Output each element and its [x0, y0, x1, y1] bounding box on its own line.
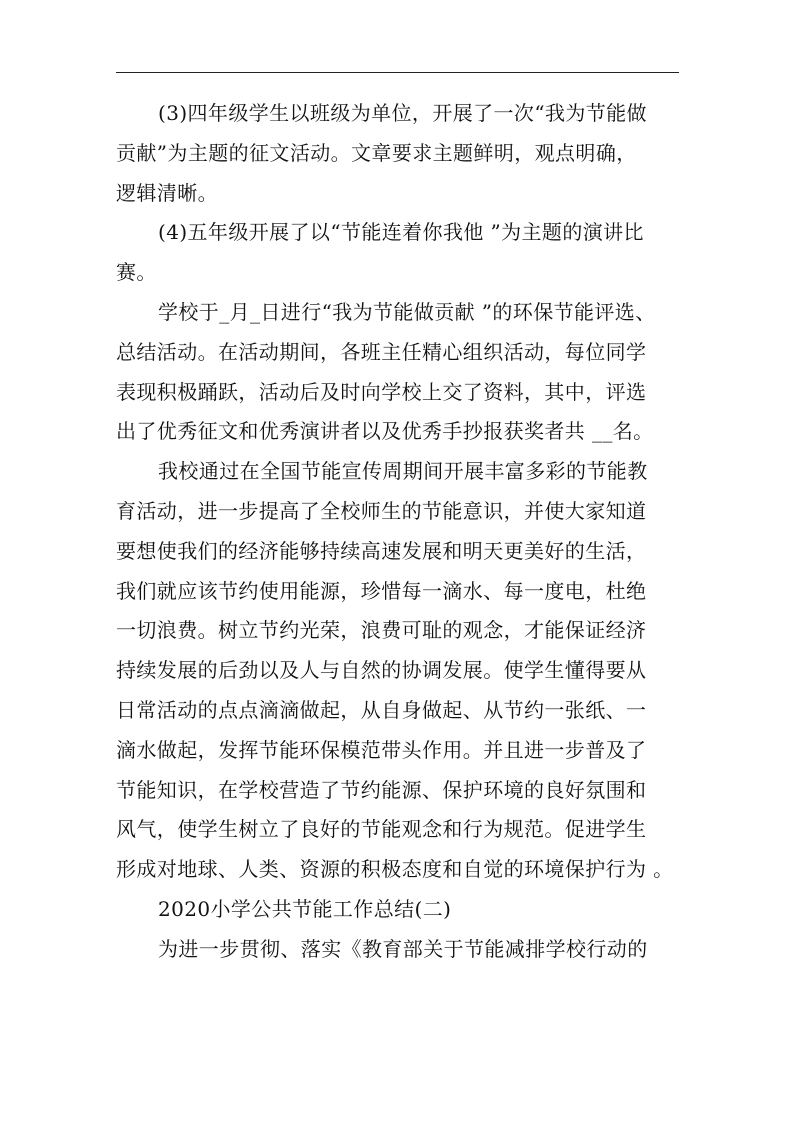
paragraph-line: 我们就应该节约使用能源，珍惜每一滴水、每一度电，杜绝 [116, 578, 647, 603]
paragraph-line: (4)五年级开展了以“节能连着你我他 ”为主题的演讲比 [158, 220, 644, 245]
paragraph-line: (3)四年级学生以班级为单位，开展了一次“我为节能做 [158, 101, 647, 125]
header-rule [116, 72, 679, 73]
paragraph-line: 滴水做起，发挥节能环保模范带头作用。并且进一步普及了 [116, 737, 647, 762]
paragraph-line: 贡献”为主题的征文活动。文章要求主题鲜明，观点明确， [116, 140, 637, 165]
paragraph-line: 节能知识，在学校营造了节约能源、保护环境的良好氛围和 [116, 777, 647, 802]
paragraph-line: 风气，使学生树立了良好的节能观念和行为规范。促进学生 [116, 817, 647, 842]
paragraph-line: 形成对地球、人类、资源的积极态度和自觉的环境保护行为 。 [116, 857, 674, 882]
document-body [116, 94, 686, 970]
paragraph-line: 学校于_月_日进行“我为节能做贡献 ”的环保节能评选、 [158, 299, 656, 324]
paragraph-line: 日常活动的点点滴滴做起，从自身做起、从节约一张纸、一 [116, 697, 647, 722]
paragraph-line: 为进一步贯彻、落实《教育部关于节能减排学校行动的 [158, 936, 648, 961]
paragraph-line: 赛。 [116, 260, 157, 285]
paragraph-line: 持续发展的后劲以及人与自然的协调发展。使学生懂得要从 [116, 658, 647, 683]
paragraph-line: 逻辑清晰。 [116, 180, 218, 205]
paragraph-line: 育活动，进一步提高了全校师生的节能意识，并使大家知道 [116, 498, 647, 523]
paragraph-line: 总结活动。在活动期间，各班主任精心组织活动，每位同学 [116, 339, 647, 364]
paragraph-line: 表现积极踊跃，活动后及时向学校上交了资料，其中，评选 [116, 379, 647, 404]
paragraph-line: 出了优秀征文和优秀演讲者以及优秀手抄报获奖者共 __名。 [116, 419, 654, 444]
paragraph-line: 一切浪费。树立节约光荣，浪费可耻的观念，才能保证经济 [116, 618, 647, 643]
paragraph-line: 我校通过在全国节能宣传周期间开展丰富多彩的节能教 [158, 459, 648, 484]
section-heading: 2020小学公共节能工作总结(二) [158, 896, 452, 921]
paragraph-line: 要想使我们的经济能够持续高速发展和明天更美好的生活， [116, 538, 647, 563]
